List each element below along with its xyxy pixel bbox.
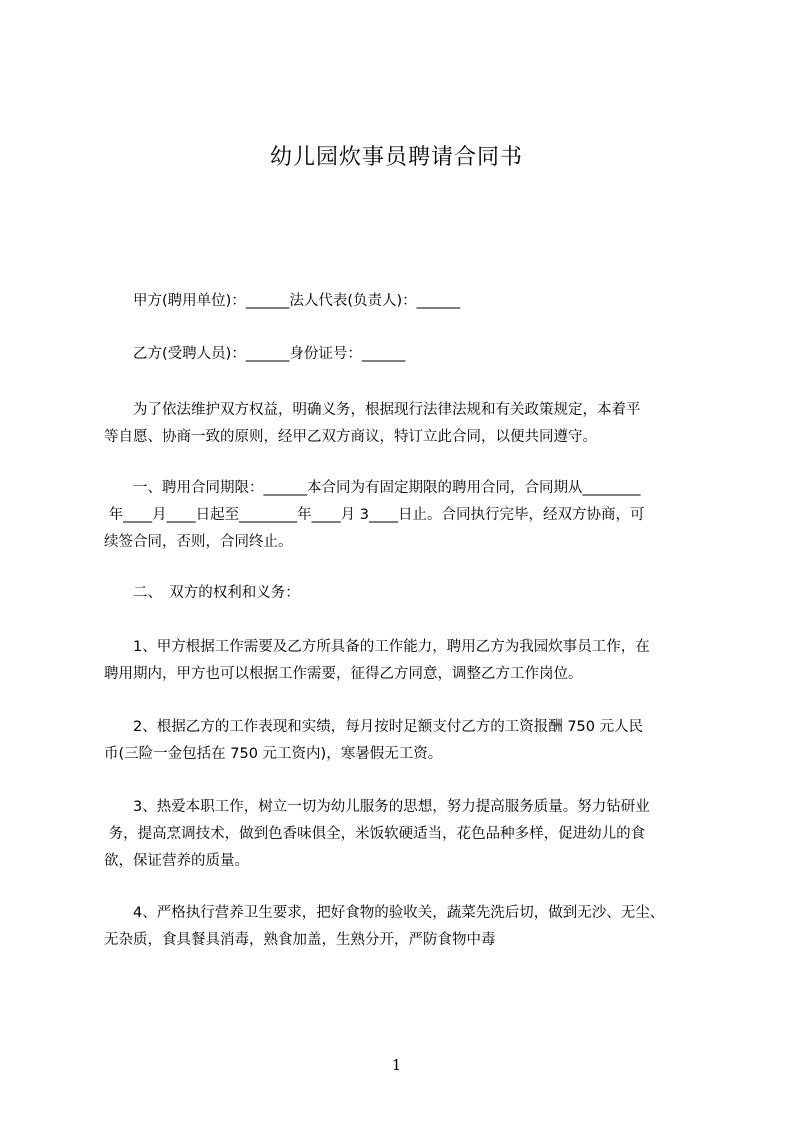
item-1-line: 聘用期内，甲方也可以根据工作需要，征得乙方同意，调整乙方工作岗位。: [104, 666, 583, 682]
clause-2-heading-text: 二、 双方的权利和义务：: [104, 585, 300, 601]
item-4-line: 无杂质，食具餐具消毒，熟食加盖，生熟分开，严防食物中毒: [104, 932, 496, 948]
document-title: 幼儿园炊事员聘请合同书: [269, 145, 523, 170]
intro-line: 等自愿、协商一致的原则，经甲乙双方商议，特订立此合同，以便共同遵守。: [104, 429, 597, 445]
item-3-line: 务，提高烹调技术，做到色香味俱全，米饭软硬适当，花色品种多样，促进幼儿的食: [104, 826, 646, 842]
item-3-line: 欲，保证营养的质量。: [104, 853, 249, 869]
clause-1-paragraph: [104, 475, 710, 556]
item-3-paragraph: [104, 794, 710, 875]
intro-paragraph: [104, 397, 710, 451]
item-2-line: 2、根据乙方的工作表现和实绩，每月按时足额支付乙方的工资报酬 750 元人民: [104, 719, 644, 735]
clause-1-line: 年____月____日起至________年____月 3____日止。合同执行完毕，经双方协商，可: [104, 507, 645, 523]
party-a-line: [104, 288, 710, 315]
item-1-line: 1、甲方根据工作需要及乙方所具备的工作能力，聘用乙方为我园炊事员工作，在: [104, 639, 650, 655]
party-b-line: [104, 341, 710, 368]
item-4-line: 4、严格执行营养卫生要求，把好食物的验收关，蔬菜先洗后切，做到无沙、无尘、: [104, 905, 665, 921]
clause-2-heading: [104, 580, 710, 607]
intro-line: 为了依法维护双方权益，明确义务，根据现行法律法规和有关政策规定，本着平: [104, 402, 641, 418]
item-3-line: 3、热爱本职工作，树立一切为幼儿服务的思想，努力提高服务质量。努力钻研业: [104, 799, 650, 815]
party-a-text: 甲方(聘用单位)：______法人代表(负责人)：______: [104, 293, 461, 309]
item-4-paragraph: [104, 900, 710, 954]
item-2-line: 币(三险一金包括在 750 元工资内)，寒暑假无工资。: [104, 746, 443, 762]
party-b-text: 乙方(受聘人员)：______身份证号：______: [104, 346, 406, 362]
clause-1-line: 一、聘用合同期限：______本合同为有固定期限的聘用合同，合同期从________: [104, 480, 641, 496]
item-2-paragraph: [104, 714, 710, 768]
item-1-paragraph: [104, 634, 710, 688]
clause-1-line: 续签合同，否则，合同终止。: [104, 534, 293, 550]
page-number: 1: [391, 1056, 402, 1074]
